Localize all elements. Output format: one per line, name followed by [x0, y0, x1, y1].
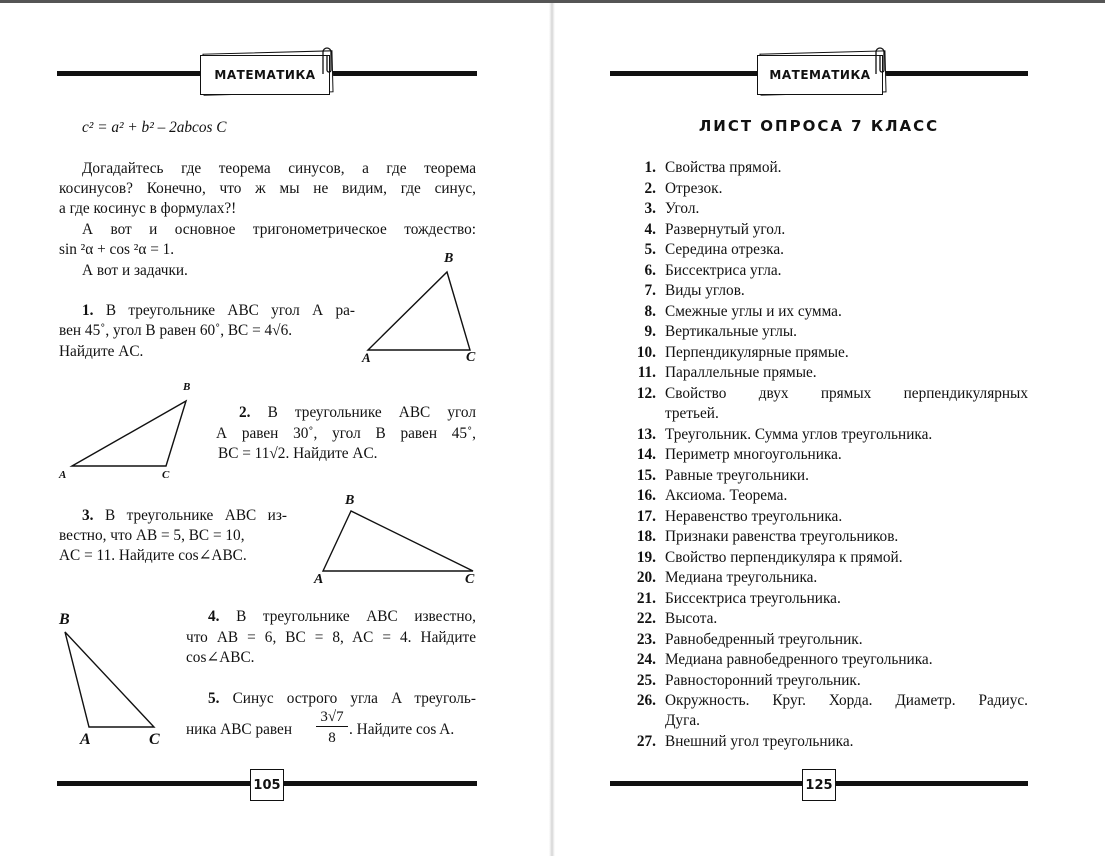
problem-4-line: cos∠ABC. [186, 649, 255, 666]
triangle-4 [65, 632, 154, 727]
fraction-numerator: 3√7 [316, 708, 348, 727]
vertex-label-c: C [466, 350, 476, 365]
survey-list-item [610, 302, 1028, 322]
vertex-label-c: C [162, 469, 170, 481]
problem-3-line: 3. В треугольнике ABC из- [82, 507, 287, 524]
item-text: Равные треугольники. [665, 466, 809, 484]
vertex-label-c: C [465, 572, 475, 587]
survey-list-item [610, 240, 1028, 260]
item-text-continuation: Дуга. [665, 712, 700, 729]
book-spine [549, 3, 555, 856]
item-text: Виды углов. [665, 282, 745, 299]
survey-list-item [610, 445, 1028, 465]
item-text: Перпендикулярные прямые. [665, 343, 849, 361]
item-number: 8. [644, 302, 656, 320]
item-number: 24. [636, 651, 656, 668]
item-number: 16. [636, 487, 656, 504]
survey-list-item [610, 650, 1028, 670]
survey-list-item [610, 732, 1028, 752]
survey-list-item [610, 527, 1028, 547]
paragraph-line: Догадайтесь где теорема синусов, а где теорема [82, 160, 476, 177]
item-number: 20. [636, 569, 656, 586]
problem-number: 5. [208, 690, 220, 707]
vertex-label-b: B [444, 251, 454, 266]
survey-list-item [610, 609, 1028, 629]
item-text: Середина отрезка. [665, 241, 784, 258]
problem-2-line: 2. В треугольнике ABC угол [239, 404, 476, 421]
item-text: Высота. [665, 610, 718, 627]
cosine-law-formula: c² = a² + b² – 2abcos C [82, 119, 227, 136]
paragraph-line: косинусов? Конечно, что ж мы не видим, где синус, [59, 180, 476, 197]
identity-formula: sin ²α + cos ²α = 1. [59, 241, 175, 258]
problem-4-line: 4. В треугольнике ABC известно, [208, 608, 476, 625]
survey-list-item [610, 179, 1028, 199]
item-number: 18. [636, 528, 656, 545]
item-text: Медиана треугольника. [665, 569, 818, 586]
vertex-label-a: A [80, 731, 91, 748]
item-text: Отрезок. [665, 179, 723, 197]
item-number: 13. [636, 425, 656, 443]
survey-list-item [610, 630, 1028, 650]
survey-list-item [610, 322, 1028, 342]
item-text: Угол. [665, 200, 700, 217]
page-number: 105 [250, 769, 284, 801]
item-text: Смежные углы и их сумма. [665, 302, 842, 320]
triangle-2 [72, 401, 186, 466]
survey-list-item [610, 220, 1028, 240]
problem-1-line: Найдите AC. [59, 343, 144, 360]
vertex-label-b: B [345, 493, 355, 508]
item-number: 26. [636, 692, 656, 709]
item-text: Неравенство треугольника. [665, 507, 843, 525]
problem-5-line: 5. Синус острого угла A треуголь- [208, 690, 477, 707]
item-text: Равносторонний треугольник. [665, 671, 861, 689]
survey-list-item [610, 199, 1028, 219]
survey-list-item [610, 384, 1028, 424]
item-number: 17. [636, 507, 656, 525]
survey-list-item [610, 671, 1028, 691]
problem-3-line: AC = 11. Найдите cos∠ABC. [59, 547, 247, 564]
survey-list-item [610, 568, 1028, 588]
problem-2-line: А равен 30˚, угол В равен 45˚, [216, 425, 476, 442]
item-text: Медиана равнобедренного треугольника. [665, 651, 933, 668]
vertex-label-c: C [149, 731, 160, 748]
item-number: 6. [644, 261, 656, 279]
problem-2-line: BC = 11√2. Найдите AC. [218, 445, 378, 462]
triangle-1 [368, 272, 470, 350]
survey-list-item [610, 281, 1028, 301]
item-number: 15. [636, 466, 656, 484]
paragraph-line: А вот и основное тригонометрическое тождество: [82, 221, 476, 238]
page-title: ЛИСТ ОПРОСА 7 КЛАСС [698, 117, 940, 135]
vertex-label-a: A [59, 469, 67, 481]
item-text: Свойство перпендикуляра к прямой. [665, 548, 903, 566]
item-text: Внешний угол треугольника. [665, 733, 854, 750]
page-number: 125 [802, 769, 836, 801]
problem-3-line: вестно, что AB = 5, BC = 10, [59, 527, 245, 544]
item-number: 2. [644, 179, 656, 197]
item-number: 5. [644, 241, 656, 258]
survey-list-item [610, 466, 1028, 486]
item-text: Окружность. Круг. Хорда. Диаметр. Радиус. [665, 692, 1028, 709]
survey-list-item [610, 589, 1028, 609]
survey-list-item [610, 363, 1028, 383]
item-number: 14. [636, 446, 656, 463]
item-text: Треугольник. Сумма углов треугольника. [665, 425, 933, 443]
item-number: 12. [636, 384, 656, 402]
item-number: 22. [636, 610, 656, 627]
survey-list-item [610, 425, 1028, 445]
section-header: МАТЕМАТИКА [200, 55, 330, 95]
fraction-denominator: 8 [328, 730, 336, 746]
survey-list-item [610, 261, 1028, 281]
vertex-label-a: A [362, 350, 371, 365]
item-number: 4. [644, 220, 656, 238]
problem-number: 1. [82, 302, 94, 319]
item-number: 9. [644, 323, 656, 340]
item-number: 27. [636, 733, 656, 750]
item-text: Признаки равенства треугольников. [665, 528, 899, 545]
problem-5-line: ника ABC равен [186, 721, 293, 738]
item-number: 11. [637, 364, 656, 381]
paperclip-icon [872, 46, 888, 76]
problem-1-line: 1. В треугольнике ABC угол А ра- [82, 302, 356, 319]
item-text: Биссектриса треугольника. [665, 589, 841, 607]
item-text: Аксиома. Теорема. [665, 487, 788, 504]
problem-number: 3. [82, 507, 94, 524]
item-number: 19. [636, 548, 656, 566]
item-text: Периметр многоугольника. [665, 446, 842, 463]
triangle-figures [0, 0, 549, 856]
triangle-3 [323, 511, 473, 571]
vertex-label-b: B [59, 611, 70, 628]
item-text: Биссектриса угла. [665, 261, 782, 279]
problem-number: 2. [239, 404, 251, 421]
problem-number: 4. [208, 608, 220, 625]
item-number: 7. [644, 282, 656, 299]
item-number: 21. [636, 589, 656, 607]
survey-list-item [610, 158, 1028, 178]
item-number: 25. [636, 671, 656, 689]
paragraph-line: а где косинус в формулах?! [59, 200, 237, 217]
item-text: Свойства прямой. [665, 159, 782, 176]
item-text: Равнобедренный треугольник. [665, 630, 863, 648]
problem-1-line: вен 45˚, угол В равен 60˚, BC = 4√6. [59, 322, 293, 339]
item-number: 3. [644, 200, 656, 217]
vertex-label-b: B [183, 381, 191, 393]
problem-4-line: что AB = 6, BC = 8, AC = 4. Найдите [186, 629, 476, 646]
problem-5-line: . Найдите cos A. [349, 721, 455, 738]
survey-list-item [610, 343, 1028, 363]
survey-list-item [610, 691, 1028, 731]
survey-list-item [610, 486, 1028, 506]
item-text: Вертикальные углы. [665, 323, 798, 340]
item-text: Развернутый угол. [665, 220, 786, 238]
survey-list-item [610, 548, 1028, 568]
item-text-continuation: третьей. [665, 404, 719, 422]
item-number: 1. [644, 159, 656, 176]
item-number: 23. [636, 630, 656, 648]
section-header: МАТЕМАТИКА [757, 55, 883, 95]
paragraph-line: А вот и задачки. [82, 262, 188, 279]
item-text: Параллельные прямые. [665, 364, 817, 381]
item-text: Свойство двух прямых перпендикулярных [665, 384, 1028, 402]
vertex-label-a: A [314, 572, 324, 587]
item-number: 10. [636, 343, 656, 361]
survey-list-item [610, 507, 1028, 527]
